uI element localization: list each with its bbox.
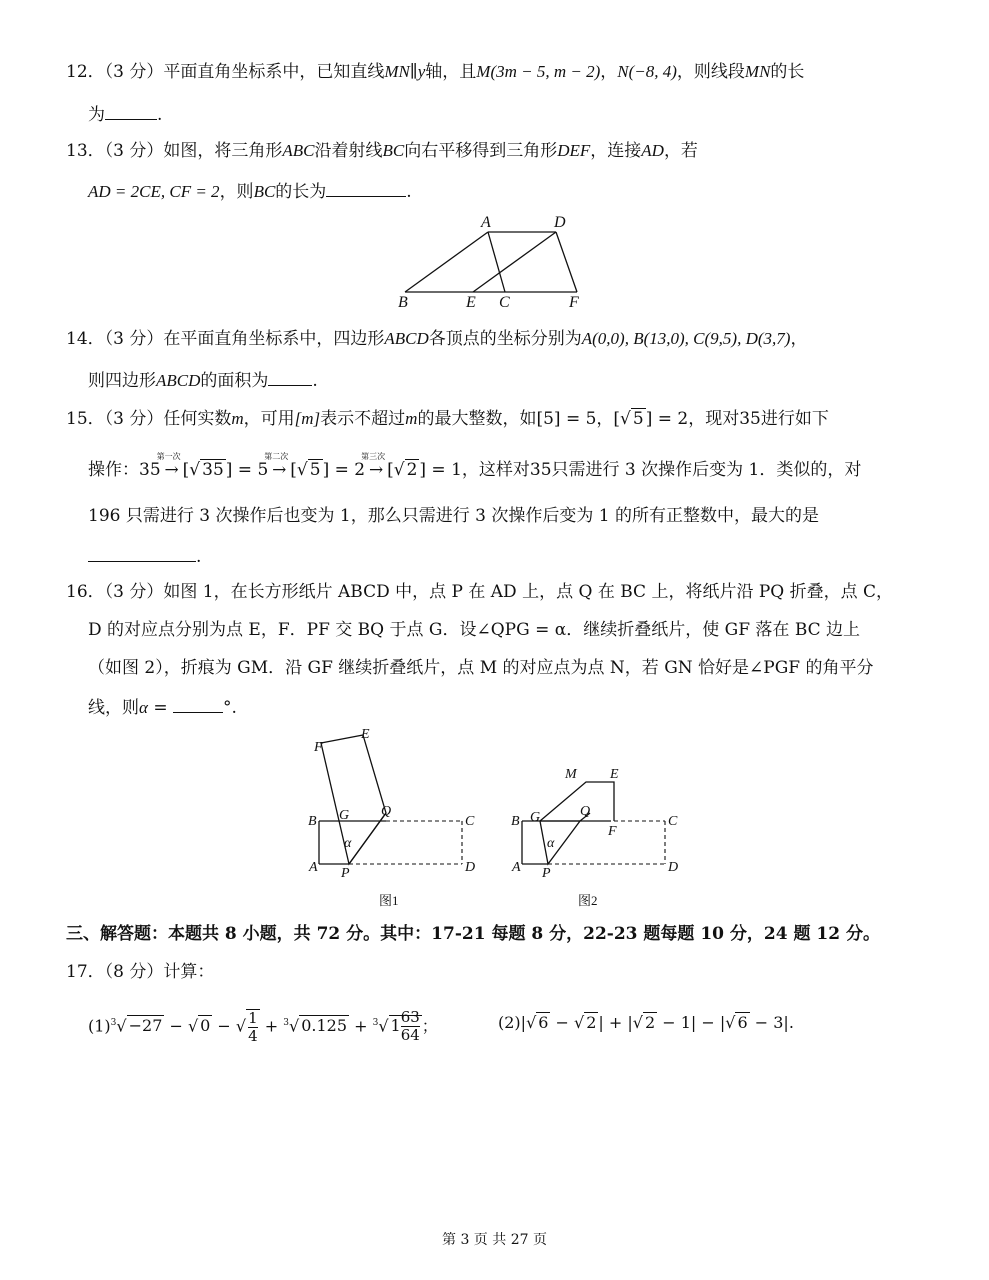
fig2-label-P: P <box>542 866 551 881</box>
q17-line1: 17．（8 分）计算： <box>66 962 215 982</box>
fig1-label-A: A <box>309 860 318 875</box>
step-arrow-3: 第三次 → <box>361 452 386 480</box>
fig2-label-alpha: α <box>547 836 555 851</box>
label-E: E <box>466 294 476 311</box>
fig2-triangle <box>540 821 580 864</box>
answer-blank <box>173 694 223 713</box>
fig2-label-M: M <box>565 767 577 782</box>
fig1-label-G: G <box>339 808 350 823</box>
fig2-label-B: B <box>511 814 520 829</box>
fig2-label-E: E <box>610 767 619 782</box>
segment-ab <box>405 232 488 292</box>
fig1-label-P: P <box>341 866 350 881</box>
q15-line2: 操作：35 第一次 → [√ 35 ] = 5 第二次 → [√ 5 ] = 2 第三次 → [√ 2 ] = 1，这样对35只需进行 3 次操作后变为 1．类似的，对 <box>88 452 862 480</box>
q16-line2: D 的对应点分别为点 E，F．PF 交 BQ 于点 G．设∠QPG = α．继续折叠纸片，使 GF 落在 BC 边上 <box>88 620 861 640</box>
q13-figure <box>395 212 595 312</box>
answer-blank <box>105 101 157 120</box>
label-C: C <box>499 294 510 311</box>
fig1-label-B: B <box>308 814 317 829</box>
answer-blank <box>268 367 312 386</box>
label-A: A <box>481 214 491 231</box>
q12-line1: 12．（3 分）平面直角坐标系中，已知直线MN∥y轴，且M(3m − 5, m − 2)，N(−8, 4)，则线段MN的长 <box>66 62 805 82</box>
section-3-title: 三、解答题：本题共 8 小题，共 72 分。其中：17-21 每题 8 分，22-23 题每题 10 分，24 题 12 分。 <box>66 924 880 944</box>
answer-blank <box>326 178 406 197</box>
fig2-caption: 图2 <box>578 893 598 908</box>
q12-line2: 为 . <box>88 101 162 127</box>
q16-line4: 线，则α = °. <box>88 694 237 720</box>
q14-line1: 14．（3 分）在平面直角坐标系中，四边形ABCD各顶点的坐标分别为A(0,0), B(13,0), C(9,5), D(3,7)， <box>66 329 808 349</box>
q16-figure-2 <box>508 725 688 915</box>
segment-ac <box>488 232 505 292</box>
fig2-label-G: G <box>530 810 541 825</box>
fig1-label-F: F <box>314 740 323 755</box>
q13-line2: AD = 2CE, CF = 2，则BC的长为 . <box>88 178 412 204</box>
fig1-label-E: E <box>361 727 370 742</box>
q16-line1: 16．（3 分）如图 1，在长方形纸片 ABCD 中，点 P 在 AD 上，点 Q 在 BC 上，将纸片沿 PQ 折叠，点 C， <box>66 582 894 602</box>
segment-df <box>556 232 577 292</box>
q15-line3: 196 只需进行 3 次操作后也变为 1，那么只需进行 3 次操作后变为 1 的所有正整数中，最大的是 <box>88 506 819 526</box>
q16-figure-1 <box>305 725 485 915</box>
q14-line2: 则四边形ABCD的面积为 . <box>88 367 318 393</box>
page-footer: 第 3 页 共 27 页 <box>442 1232 547 1248</box>
q16-line3: （如图 2），折痕为 GM．沿 GF 继续折叠纸片，点 M 的对应点为点 N，若 GN 恰好是∠PGF 的角平分 <box>88 658 874 678</box>
fig2-label-C: C <box>668 814 678 829</box>
fig1-label-alpha: α <box>344 836 352 851</box>
label-D: D <box>554 214 566 231</box>
q13-line1: 13．（3 分）如图，将三角形ABC沿着射线BC向右平移得到三角形DEF，连接AD，若 <box>66 141 698 161</box>
fig2-label-D: D <box>668 860 679 875</box>
fig1-label-D: D <box>465 860 476 875</box>
step-arrow-1: 第一次 → <box>156 452 181 480</box>
fig1-caption: 图1 <box>379 893 399 908</box>
label-F: F <box>569 294 579 311</box>
fig1-label-C: C <box>465 814 475 829</box>
fig1-folded-part <box>321 735 386 864</box>
fig2-label-F: F <box>608 824 617 839</box>
q17-part2: (2)|√ 6 − √ 2 | + |√ 2 − 1| − |√ 6 − 3|. <box>498 1013 794 1032</box>
answer-blank <box>88 543 196 562</box>
q15-line4: . <box>88 543 201 569</box>
q17-part1: $(1)^3√ -27$ − √ 0 − √ $\frac{1}{4}$ + $^3$√ 0.125 + $^3$√ 1 $\frac{63}{64}$ ； <box>88 1008 438 1045</box>
fig2-folded-top <box>540 782 614 821</box>
fig2-label-A: A <box>512 860 521 875</box>
fig2-label-Q: Q <box>580 804 591 819</box>
segment-de <box>473 232 556 292</box>
fig1-label-Q: Q <box>381 804 392 819</box>
label-B: B <box>398 294 408 311</box>
step-arrow-2: 第二次 → <box>264 452 289 480</box>
q15-line1: 15．（3 分）任何实数m，可用[m]表示不超过m的最大整数，如[5] = 5，[√ 5 ] = 2，现对35进行如下 <box>66 409 829 429</box>
